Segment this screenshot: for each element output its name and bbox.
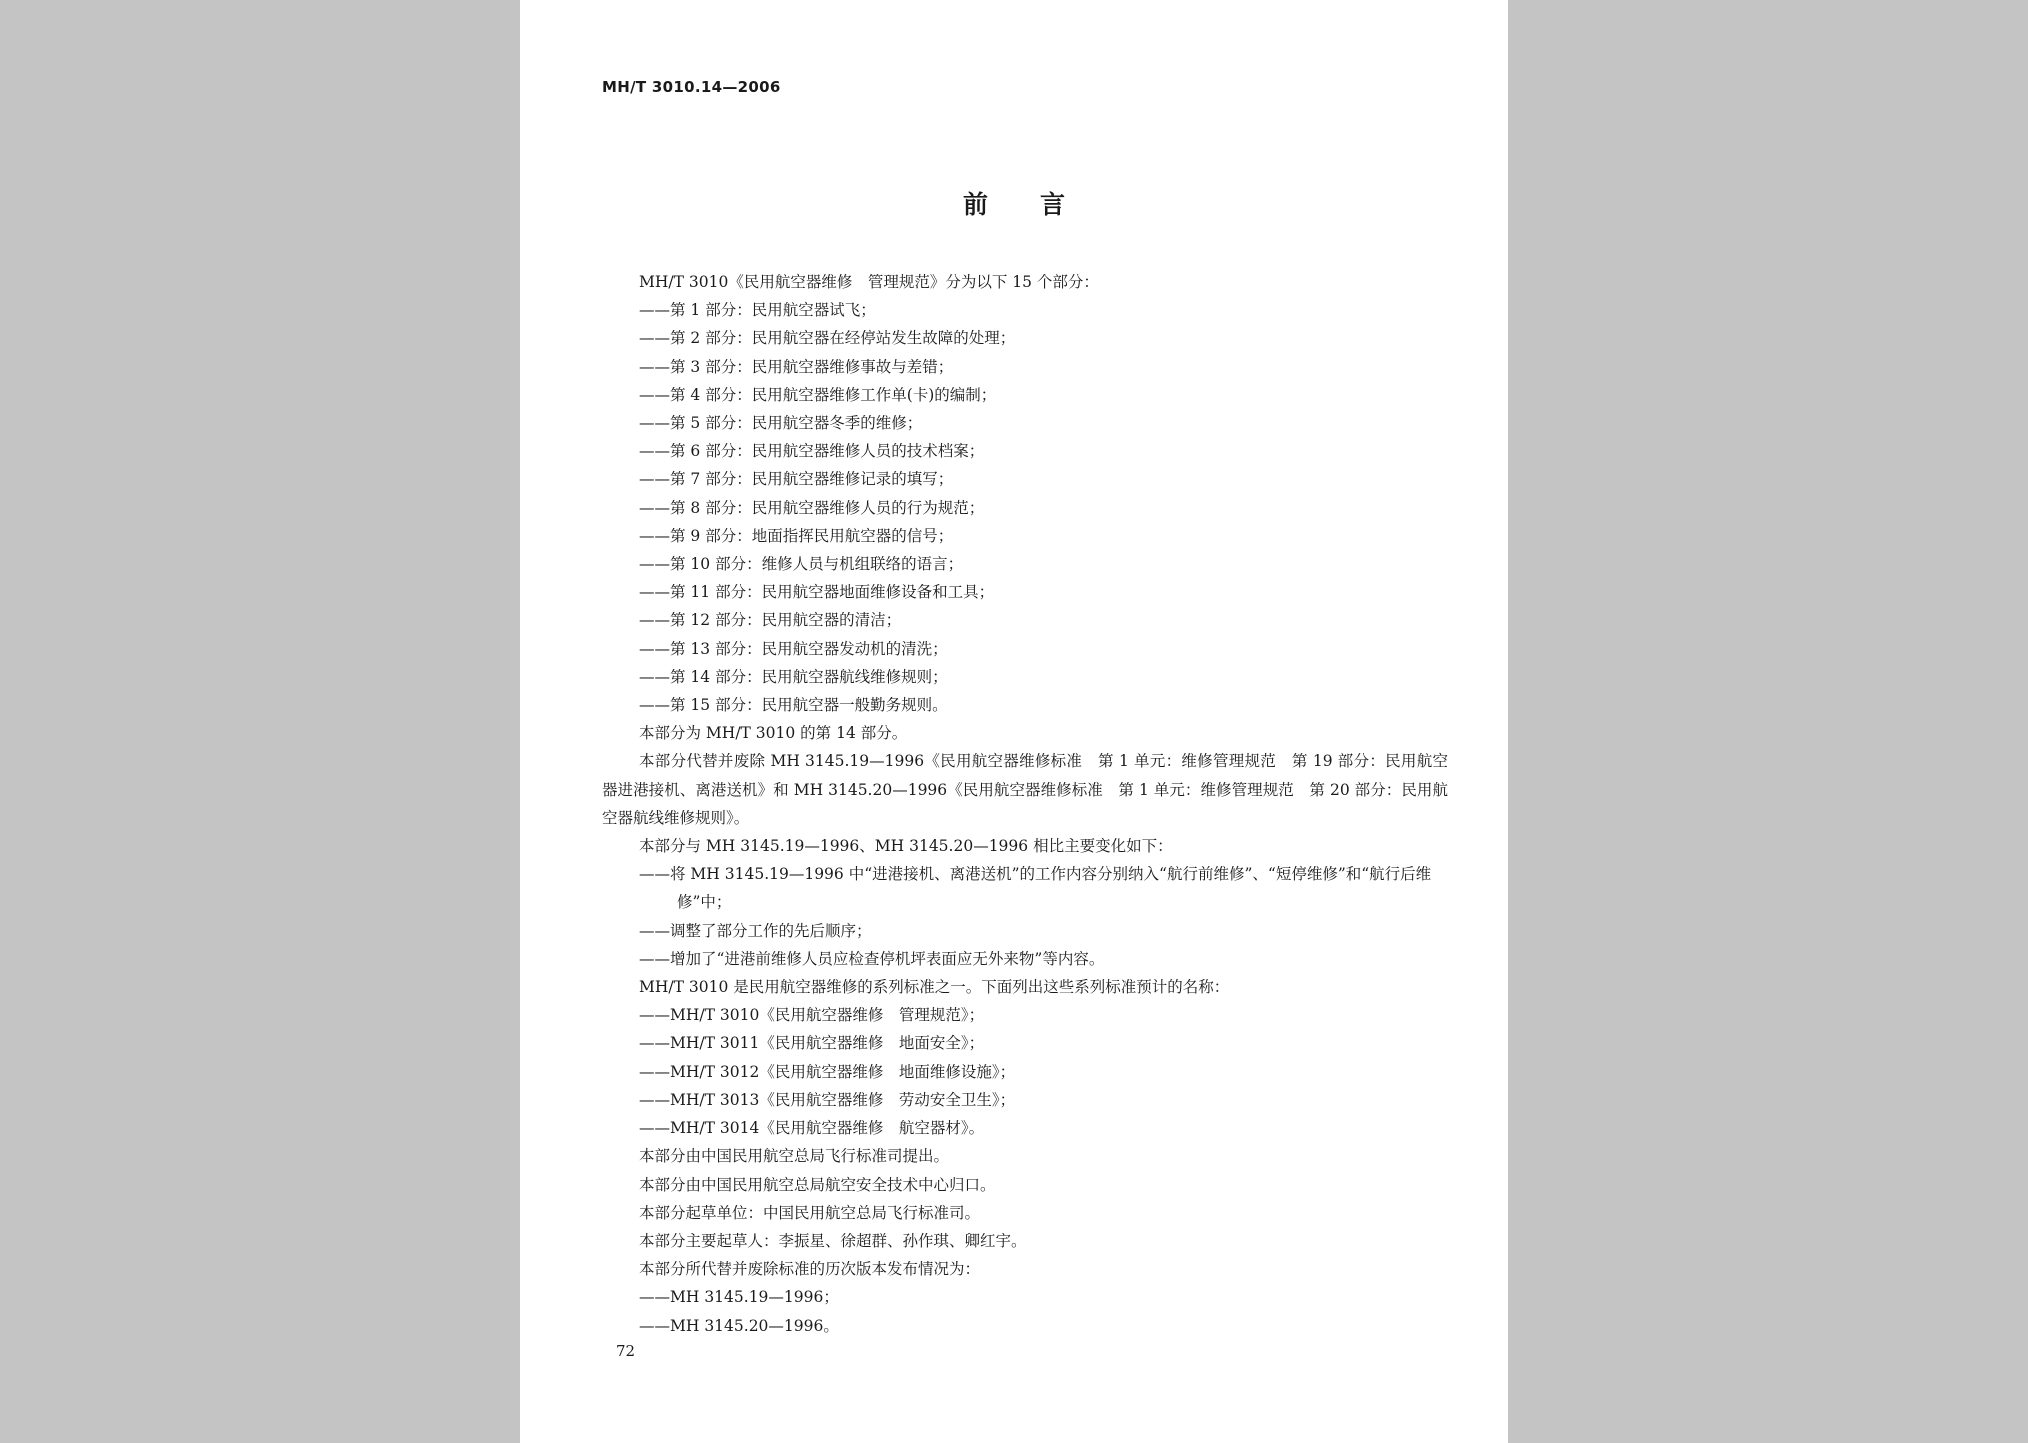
list-item: ——第 13 部分：民用航空器发动机的清洗； [639,639,948,658]
paragraph: 本部分所代替并废除标准的历次版本发布情况为： [639,1260,981,1279]
list-item: ——第 14 部分：民用航空器航线维修规则； [639,667,948,686]
list-item: ——第 8 部分：民用航空器维修人员的行为规范； [639,498,985,517]
list-item: ——第 4 部分：民用航空器维修工作单(卡)的编制； [639,385,997,404]
list-item: ——调整了部分工作的先后顺序； [639,921,872,940]
page-title: 前言 [962,190,1117,219]
paragraph: 本部分代替并废除 MH 3145.19—1996《民用航空器维修标准 第 1 单元：维修管理规范 第 19 部分：民用航空器进港接机、离港送机》和 MH 3145.20—1996《民用航空器维修标准 第 1 单元：维修管理规范 第 20 部分：民用航空器航线维修规则》。 [602,752,1448,827]
list-item: ——第 10 部分：维修人员与机组联络的语言； [639,555,964,574]
list-item: ——第 5 部分：民用航空器冬季的维修； [639,414,923,433]
list-item: ——MH/T 3010《民用航空器维修 管理规范》； [639,1006,985,1025]
paragraph: MH/T 3010《民用航空器维修 管理规范》分为以下 15 个部分： [639,273,1099,291]
list-item: ——第 11 部分：民用航空器地面维修设备和工具； [639,583,995,602]
list-item: ——MH/T 3012《民用航空器维修 地面维修设施》； [639,1062,1016,1081]
paragraph: 本部分主要起草人：李振星、徐超群、孙作琪、卿红宇。 [639,1231,1027,1250]
paragraph: 本部分为 MH/T 3010 的第 14 部分。 [639,724,908,743]
standard-code: MH/T 3010.14—2006 [602,78,781,96]
list-item: ——MH/T 3013《民用航空器维修 劳动安全卫生》； [639,1090,1016,1109]
list-item: ——第 1 部分：民用航空器试飞； [639,301,876,320]
document-page [520,0,1508,1443]
paragraph: MH/T 3010 是民用航空器维修的系列标准之一。下面列出这些系列标准预计的名称： [639,978,1230,997]
list-item: ——MH 3145.19—1996； [639,1288,839,1307]
paragraph: 本部分由中国民用航空总局飞行标准司提出。 [639,1147,950,1166]
list-item: ——MH/T 3014《民用航空器维修 航空器材》。 [639,1119,985,1138]
list-item: ——第 15 部分：民用航空器一般勤务规则。 [639,696,948,715]
paragraph: 本部分起草单位：中国民用航空总局飞行标准司。 [639,1203,981,1222]
list-item: ——MH 3145.20—1996。 [639,1316,839,1335]
list-item: ——第 6 部分：民用航空器维修人员的技术档案； [639,442,985,461]
list-item: ——第 9 部分：地面指挥民用航空器的信号； [639,526,954,545]
list-item: ——增加了“进港前维修人员应检查停机坪表面应无外来物”等内容。 [639,949,1105,968]
page-number: 72 [616,1342,636,1360]
list-item: ——第 3 部分：民用航空器维修事故与差错； [639,357,954,376]
list-item: ——第 12 部分：民用航空器的清洁； [639,611,902,630]
list-item: ——第 2 部分：民用航空器在经停站发生故障的处理； [639,329,1016,348]
paragraph: 本部分由中国民用航空总局航空安全技术中心归口。 [639,1175,996,1194]
list-item: ——MH/T 3011《民用航空器维修 地面安全》； [639,1034,985,1053]
foreword-body [602,268,1448,1340]
paragraph: 本部分与 MH 3145.19—1996、MH 3145.20—1996 相比主要变化如下： [639,837,1173,856]
list-item: ——将 MH 3145.19—1996 中“进港接机、离港送机”的工作内容分别纳入“航行前维修”、“短停维修”和“航行后维修”中； [639,865,1432,912]
list-item: ——第 7 部分：民用航空器维修记录的填写； [639,470,954,489]
